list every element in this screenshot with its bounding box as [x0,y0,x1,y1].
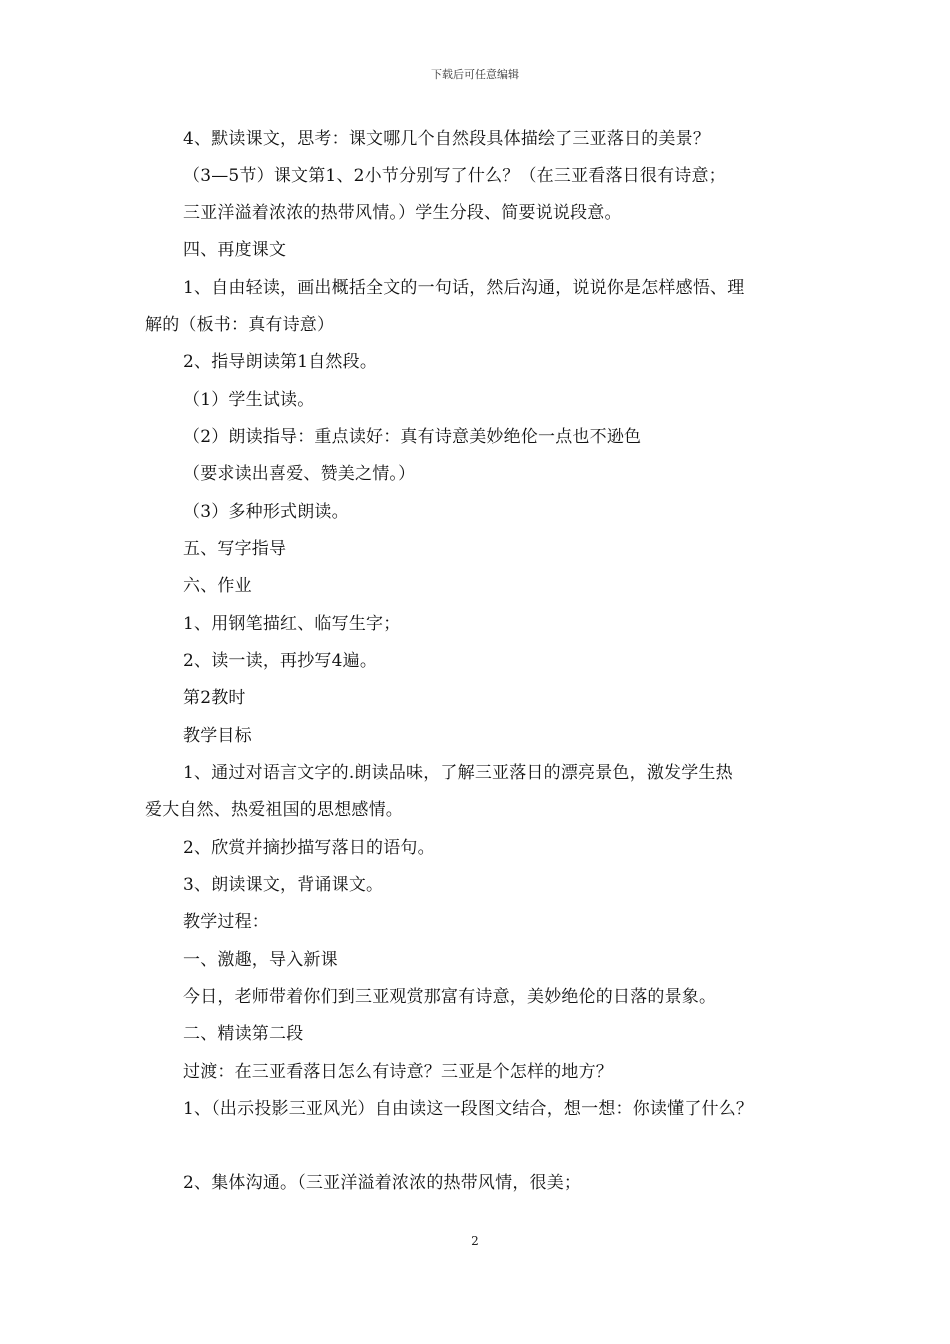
text-line: （2）朗读指导：重点读好：真有诗意美妙绝伦一点也不逊色 [183,427,642,447]
text-line: 2、欣赏并摘抄描写落日的语句。 [183,838,435,858]
text-line: 1、用钢笔描红、临写生字； [183,614,401,634]
text-line: 过渡：在三亚看落日怎么有诗意？三亚是个怎样的地方？ [183,1062,613,1082]
text-line: （3—5节）课文第1、2小节分别写了什么？（在三亚看落日很有诗意； [183,166,726,186]
text-line: （1）学生试读。 [183,390,315,410]
text-line: 3、朗读课文，背诵课文。 [183,875,384,895]
text-line: 一、激趣，导入新课 [183,950,338,970]
text-line: 1、通过对语言文字的.朗读品味，了解三亚落日的漂亮景色，激发学生热 [183,763,733,783]
text-line: 4、默读课文，思考：课文哪几个自然段具体描绘了三亚落日的美景？ [183,129,711,149]
text-line: 四、再度课文 [183,240,287,260]
text-line: （3）多种形式朗读。 [183,502,349,522]
text-line: 二、精读第二段 [183,1024,304,1044]
text-line: （要求读出喜爱、赞美之情。） [183,464,416,484]
text-line: 第2教时 [183,688,246,708]
text-line: 爱大自然、热爱祖国的思想感情。 [145,800,403,820]
text-line: 六、作业 [183,576,252,596]
text-line: 1、（出示投影三亚风光）自由读这一段图文结合，想一想：你读懂了什么？ [183,1099,754,1119]
text-line: 教学过程： [183,912,269,932]
text-line: 解的（板书：真有诗意） [145,315,335,335]
text-line: 2、指导朗读第1自然段。 [183,352,378,372]
page-header: 下载后可任意编辑 [431,68,519,81]
text-line: 1、自由轻读，画出概括全文的一句话，然后沟通，说说你是怎样感悟、理 [183,278,745,298]
page-number: 2 [471,1234,479,1248]
text-line: 2、集体沟通。（三亚洋溢着浓浓的热带风情，很美； [183,1173,582,1193]
text-line: 教学目标 [183,726,252,746]
text-line: 五、写字指导 [183,539,287,559]
text-line: 三亚洋溢着浓浓的热带风情。）学生分段、简要说说段意。 [183,203,622,223]
text-line: 今日，老师带着你们到三亚观赏那富有诗意，美妙绝伦的日落的景象。 [183,987,717,1007]
text-line: 2、读一读，再抄写4遍。 [183,651,378,671]
